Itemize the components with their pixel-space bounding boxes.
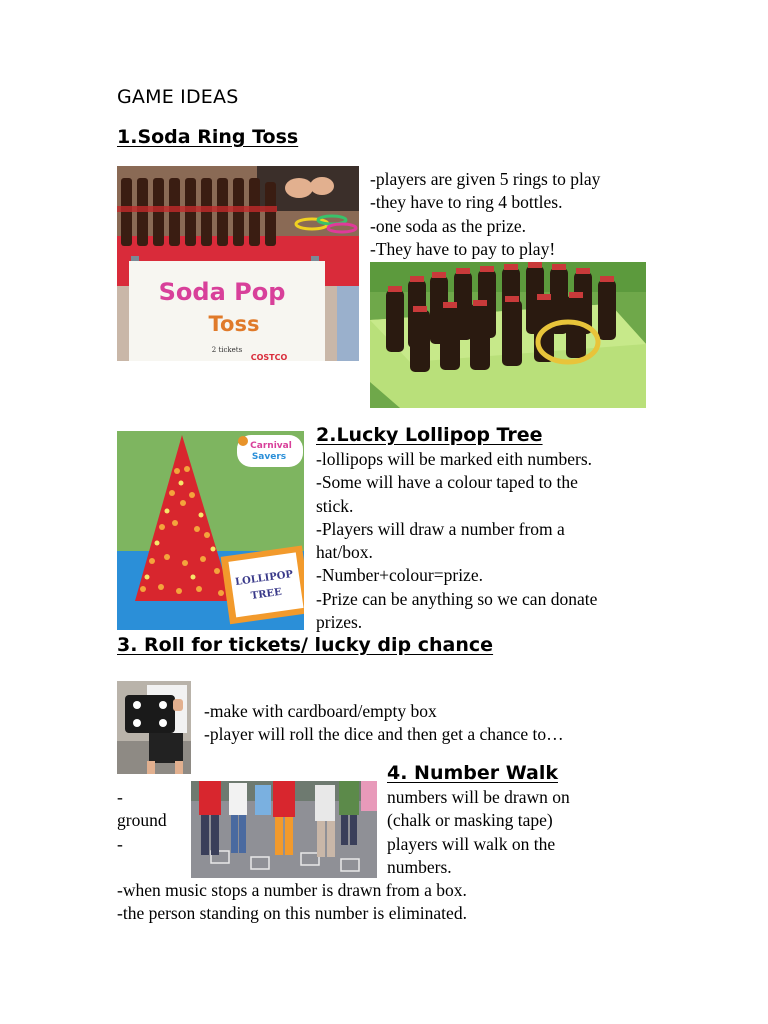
page-title: GAME IDEAS: [117, 86, 239, 108]
section2-text: [316, 448, 597, 634]
section2-line: -Prize can be anything so we can donate: [316, 588, 598, 609]
section1-line: -they have to ring 4 bottles.: [370, 192, 563, 213]
sign-line2: Toss: [208, 312, 260, 336]
number-walk-photo: [191, 781, 377, 878]
section4-right-line: numbers will be drawn on: [387, 787, 570, 807]
bottle-ring-photo: [370, 262, 646, 408]
soda-pop-toss-photo: [117, 166, 359, 361]
section2-line: stick.: [316, 495, 354, 516]
sign-brand: COSTCO: [250, 353, 288, 361]
carnival-logo-line1: Carnival: [250, 441, 292, 451]
section3-line: -make with cardboard/empty box: [204, 701, 437, 721]
section2-line: -Number+colour=prize.: [316, 565, 483, 586]
section4-bottom-text: [117, 879, 467, 926]
section2-line: prizes.: [316, 612, 363, 633]
section1-line: -one soda as the prize.: [370, 215, 526, 236]
section4-bottom-line: -when music stops a number is drawn from a box.: [117, 880, 467, 900]
section4-right-line: (chalk or masking tape): [387, 810, 553, 831]
section2-line: -Some will have a colour taped to the: [316, 472, 578, 493]
section4-right-text: [387, 786, 570, 879]
section2-line: -Players will draw a number from a: [316, 518, 565, 539]
section1-text: [370, 168, 600, 261]
section4-left-line: -: [117, 787, 123, 807]
section4-left-line: -: [117, 833, 123, 854]
section4-right-line: players will walk on the: [387, 833, 556, 854]
section2-line: -lollipops will be marked eith numbers.: [316, 449, 593, 469]
lollipop-sign-line1: LOLLIPOP: [234, 569, 294, 589]
lollipop-sign-line2: TREE: [250, 586, 283, 603]
section4-heading: 4. Number Walk: [387, 762, 558, 784]
section4-left-line: ground: [117, 810, 167, 831]
dice-photo: [117, 681, 191, 774]
section4-left-text: [117, 786, 167, 856]
section1-heading: 1.Soda Ring Toss: [117, 126, 299, 148]
section4-right-line: numbers.: [387, 856, 452, 877]
section1-line: -players are given 5 rings to play: [370, 169, 601, 189]
lollipop-tree-photo: [117, 431, 304, 630]
sign-small: 2 tickets: [211, 346, 243, 354]
section2-heading: 2.Lucky Lollipop Tree: [316, 424, 543, 446]
sign-line1: Soda Pop: [158, 278, 286, 306]
section1-line: -They have to pay to play!: [370, 238, 556, 259]
carnival-logo-line2: Savers: [251, 452, 287, 462]
section4-bottom-line: -the person standing on this number is eliminated.: [117, 903, 467, 924]
section2-line: hat/box.: [316, 542, 373, 563]
section3-heading: 3. Roll for tickets/ lucky dip chance: [117, 634, 494, 656]
section3-line: -player will roll the dice and then get a chance to…: [204, 724, 564, 745]
section3-text: [204, 700, 564, 747]
